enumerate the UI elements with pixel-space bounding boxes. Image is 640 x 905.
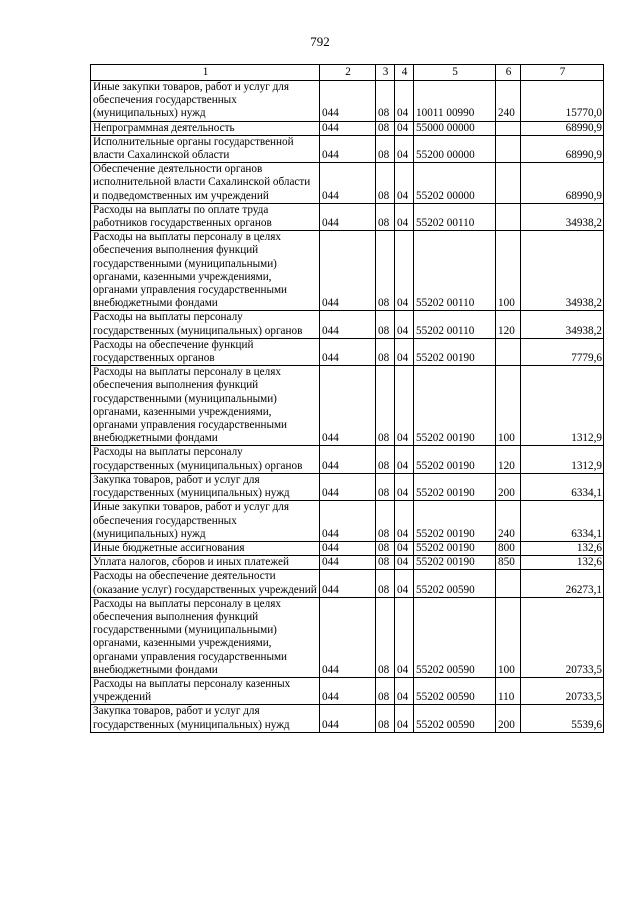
table-row xyxy=(91,231,604,311)
item-name-cell: Расходы на выплаты персоналу государственных (муниципальных) органов xyxy=(91,446,320,473)
item-name-cell: Уплата налогов, сборов и иных платежей xyxy=(91,556,320,570)
subsection-cell: 04 xyxy=(395,570,414,597)
section-cell: 08 xyxy=(376,135,395,162)
subsection-cell: 04 xyxy=(395,121,414,135)
section-cell: 08 xyxy=(376,311,395,338)
code-cell: 044 xyxy=(320,473,376,500)
table-row xyxy=(91,135,604,162)
target-article-cell: 55202 00000 xyxy=(414,163,496,204)
code-cell: 044 xyxy=(320,501,376,542)
header-cell: 6 xyxy=(496,65,521,81)
header-cell: 3 xyxy=(376,65,395,81)
table-row xyxy=(91,121,604,135)
amount-cell: 20733,5 xyxy=(521,597,604,677)
header-cell: 7 xyxy=(521,65,604,81)
expense-type-cell xyxy=(496,135,521,162)
item-name-cell: Расходы на обеспечение деятельности (оказание услуг) государственных учреждений xyxy=(91,570,320,597)
amount-cell: 15770,0 xyxy=(521,81,604,122)
amount-cell: 7779,6 xyxy=(521,338,604,365)
expense-type-cell: 120 xyxy=(496,311,521,338)
amount-cell: 68990,9 xyxy=(521,163,604,204)
amount-cell: 68990,9 xyxy=(521,135,604,162)
subsection-cell: 04 xyxy=(395,338,414,365)
section-cell: 08 xyxy=(376,366,395,446)
target-article-cell: 55202 00190 xyxy=(414,541,496,555)
table-row xyxy=(91,366,604,446)
item-name-cell: Обеспечение деятельности органов исполнительной власти Сахалинской области и подведомственных им учреждений xyxy=(91,163,320,204)
code-cell: 044 xyxy=(320,366,376,446)
subsection-cell: 04 xyxy=(395,501,414,542)
item-name-cell: Расходы на обеспечение функций государственных органов xyxy=(91,338,320,365)
item-name-cell: Расходы на выплаты персоналу в целях обеспечения выполнения функций государственными (муниципальными) органами, казенными учреждениями, органами управления государственными внебюджетными фондами xyxy=(91,366,320,446)
header-row xyxy=(91,65,604,81)
target-article-cell: 55000 00000 xyxy=(414,121,496,135)
target-article-cell: 55202 00190 xyxy=(414,556,496,570)
table-row xyxy=(91,473,604,500)
section-cell: 08 xyxy=(376,81,395,122)
item-name-cell: Иные бюджетные ассигнования xyxy=(91,541,320,555)
expense-type-cell: 100 xyxy=(496,231,521,311)
amount-cell: 1312,9 xyxy=(521,446,604,473)
expense-type-cell: 240 xyxy=(496,501,521,542)
amount-cell: 132,6 xyxy=(521,556,604,570)
table-row xyxy=(91,446,604,473)
expense-type-cell xyxy=(496,163,521,204)
section-cell: 08 xyxy=(376,705,395,732)
amount-cell: 1312,9 xyxy=(521,366,604,446)
subsection-cell: 04 xyxy=(395,446,414,473)
section-cell: 08 xyxy=(376,677,395,704)
target-article-cell: 10011 00990 xyxy=(414,81,496,122)
code-cell: 044 xyxy=(320,541,376,555)
code-cell: 044 xyxy=(320,163,376,204)
amount-cell: 68990,9 xyxy=(521,121,604,135)
subsection-cell: 04 xyxy=(395,81,414,122)
section-cell: 08 xyxy=(376,163,395,204)
subsection-cell: 04 xyxy=(395,163,414,204)
expense-type-cell xyxy=(496,121,521,135)
subsection-cell: 04 xyxy=(395,311,414,338)
table-row xyxy=(91,541,604,555)
section-cell: 08 xyxy=(376,541,395,555)
header-cell: 5 xyxy=(414,65,496,81)
code-cell: 044 xyxy=(320,231,376,311)
table-row xyxy=(91,338,604,365)
section-cell: 08 xyxy=(376,570,395,597)
section-cell: 08 xyxy=(376,597,395,677)
amount-cell: 5539,6 xyxy=(521,705,604,732)
amount-cell: 20733,5 xyxy=(521,677,604,704)
code-cell: 044 xyxy=(320,446,376,473)
item-name-cell: Иные закупки товаров, работ и услуг для обеспечения государственных (муниципальных) нужд xyxy=(91,501,320,542)
expense-type-cell xyxy=(496,570,521,597)
table-row xyxy=(91,570,604,597)
subsection-cell: 04 xyxy=(395,366,414,446)
code-cell: 044 xyxy=(320,203,376,230)
target-article-cell: 55202 00190 xyxy=(414,446,496,473)
section-cell: 08 xyxy=(376,231,395,311)
code-cell: 044 xyxy=(320,705,376,732)
expense-type-cell xyxy=(496,338,521,365)
item-name-cell: Непрограммная деятельность xyxy=(91,121,320,135)
subsection-cell: 04 xyxy=(395,135,414,162)
table-row xyxy=(91,163,604,204)
table-row xyxy=(91,501,604,542)
subsection-cell: 04 xyxy=(395,677,414,704)
code-cell: 044 xyxy=(320,556,376,570)
subsection-cell: 04 xyxy=(395,597,414,677)
expense-type-cell: 110 xyxy=(496,677,521,704)
section-cell: 08 xyxy=(376,446,395,473)
table-row xyxy=(91,677,604,704)
subsection-cell: 04 xyxy=(395,705,414,732)
item-name-cell: Исполнительные органы государственной власти Сахалинской области xyxy=(91,135,320,162)
expense-type-cell: 200 xyxy=(496,705,521,732)
target-article-cell: 55202 00110 xyxy=(414,203,496,230)
table-row xyxy=(91,311,604,338)
amount-cell: 26273,1 xyxy=(521,570,604,597)
table-row xyxy=(91,556,604,570)
target-article-cell: 55202 00590 xyxy=(414,570,496,597)
item-name-cell: Закупка товаров, работ и услуг для государственных (муниципальных) нужд xyxy=(91,473,320,500)
target-article-cell: 55202 00110 xyxy=(414,231,496,311)
section-cell: 08 xyxy=(376,501,395,542)
subsection-cell: 04 xyxy=(395,203,414,230)
item-name-cell: Иные закупки товаров, работ и услуг для обеспечения государственных (муниципальных) нужд xyxy=(91,81,320,122)
code-cell: 044 xyxy=(320,570,376,597)
amount-cell: 34938,2 xyxy=(521,311,604,338)
subsection-cell: 04 xyxy=(395,556,414,570)
code-cell: 044 xyxy=(320,135,376,162)
target-article-cell: 55202 00190 xyxy=(414,473,496,500)
target-article-cell: 55202 00590 xyxy=(414,677,496,704)
subsection-cell: 04 xyxy=(395,541,414,555)
item-name-cell: Расходы на выплаты персоналу в целях обеспечения выполнения функций государственными (муниципальными) органами, казенными учреждениями, органами управления государственными внебюджетными фондами xyxy=(91,597,320,677)
header-cell: 1 xyxy=(91,65,320,81)
target-article-cell: 55202 00590 xyxy=(414,705,496,732)
item-name-cell: Расходы на выплаты персоналу государственных (муниципальных) органов xyxy=(91,311,320,338)
code-cell: 044 xyxy=(320,311,376,338)
code-cell: 044 xyxy=(320,338,376,365)
section-cell: 08 xyxy=(376,121,395,135)
code-cell: 044 xyxy=(320,677,376,704)
item-name-cell: Расходы на выплаты персоналу в целях обеспечения выполнения функций государственными (муниципальными) органами, казенными учреждениями, органами управления государственными внебюджетными фондами xyxy=(91,231,320,311)
target-article-cell: 55202 00190 xyxy=(414,501,496,542)
code-cell: 044 xyxy=(320,121,376,135)
expense-type-cell: 240 xyxy=(496,81,521,122)
table-row xyxy=(91,705,604,732)
expense-type-cell: 100 xyxy=(496,366,521,446)
page-number: 792 xyxy=(310,34,330,49)
budget-table xyxy=(90,64,604,733)
amount-cell: 132,6 xyxy=(521,541,604,555)
table-row xyxy=(91,203,604,230)
header-cell: 2 xyxy=(320,65,376,81)
expense-type-cell: 850 xyxy=(496,556,521,570)
item-name-cell: Закупка товаров, работ и услуг для государственных (муниципальных) нужд xyxy=(91,705,320,732)
code-cell: 044 xyxy=(320,81,376,122)
section-cell: 08 xyxy=(376,473,395,500)
target-article-cell: 55202 00590 xyxy=(414,597,496,677)
header-cell: 4 xyxy=(395,65,414,81)
subsection-cell: 04 xyxy=(395,473,414,500)
section-cell: 08 xyxy=(376,338,395,365)
target-article-cell: 55202 00190 xyxy=(414,338,496,365)
expense-type-cell: 100 xyxy=(496,597,521,677)
expense-type-cell: 800 xyxy=(496,541,521,555)
target-article-cell: 55202 00110 xyxy=(414,311,496,338)
section-cell: 08 xyxy=(376,203,395,230)
table-row xyxy=(91,597,604,677)
item-name-cell: Расходы на выплаты персоналу казенных учреждений xyxy=(91,677,320,704)
table-row xyxy=(91,81,604,122)
amount-cell: 6334,1 xyxy=(521,473,604,500)
target-article-cell: 55200 00000 xyxy=(414,135,496,162)
expense-type-cell xyxy=(496,203,521,230)
item-name-cell: Расходы на выплаты по оплате труда работников государственных органов xyxy=(91,203,320,230)
target-article-cell: 55202 00190 xyxy=(414,366,496,446)
section-cell: 08 xyxy=(376,556,395,570)
subsection-cell: 04 xyxy=(395,231,414,311)
expense-type-cell: 120 xyxy=(496,446,521,473)
amount-cell: 34938,2 xyxy=(521,231,604,311)
amount-cell: 6334,1 xyxy=(521,501,604,542)
expense-type-cell: 200 xyxy=(496,473,521,500)
amount-cell: 34938,2 xyxy=(521,203,604,230)
code-cell: 044 xyxy=(320,597,376,677)
